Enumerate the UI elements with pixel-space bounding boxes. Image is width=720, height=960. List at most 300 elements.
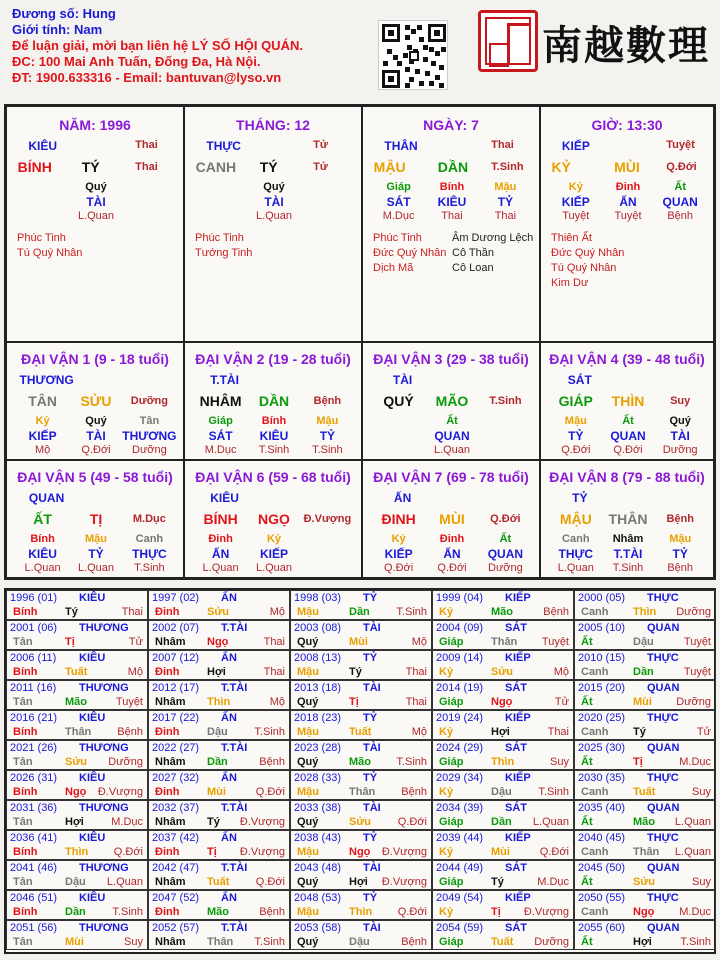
- year-stage: Thai: [547, 726, 569, 738]
- year-branch: Tuất: [65, 666, 88, 678]
- year-label: 2049 (54): [436, 892, 484, 904]
- earthly-branch: MÙI: [614, 159, 640, 175]
- year-god: THƯƠNG: [79, 622, 129, 634]
- year-cell: [574, 770, 716, 800]
- year-branch: Hợi: [491, 726, 510, 738]
- heavenly-stem: BÍNH: [17, 159, 52, 175]
- year-stage: T.Sinh: [254, 726, 285, 738]
- year-god: TỶ: [363, 592, 378, 604]
- year-cell: [432, 620, 574, 650]
- dai-van-title: ĐẠI VẬN 1 (9 - 18 tuổi): [21, 351, 169, 367]
- year-branch: Tị: [349, 696, 359, 708]
- branch-stage: Tử: [313, 161, 328, 173]
- year-cell: [6, 860, 148, 890]
- year-god: TỶ: [363, 892, 378, 904]
- hidden-stem: Bính: [439, 181, 465, 193]
- star-note: Đức Quý Nhân: [373, 247, 447, 259]
- year-cell: [6, 680, 148, 710]
- year-god: TÀI: [363, 682, 381, 694]
- year-branch: Mùi: [349, 636, 368, 648]
- hidden-stage: Q.Đới: [437, 562, 467, 574]
- year-god: THƯƠNG: [79, 862, 129, 874]
- heavenly-stem: TÂN: [28, 393, 57, 409]
- year-label: 2022 (27): [152, 742, 200, 754]
- year-cell: [290, 590, 432, 620]
- year-stem: Quý: [297, 756, 319, 768]
- heavenly-stem: QUÝ: [383, 393, 414, 409]
- year-branch: Dần: [633, 666, 654, 678]
- year-branch: Dậu: [491, 786, 512, 798]
- year-god: ẤN: [221, 832, 237, 844]
- hidden-stage: L.Quan: [202, 562, 239, 574]
- year-branch: Mão: [491, 606, 513, 618]
- year-cell: [290, 920, 432, 950]
- address: ĐC: 100 Mai Anh Tuấn, Đống Đa, Hà Nội.: [12, 54, 261, 69]
- dai-van-title: ĐẠI VẬN 4 (39 - 48 tuổi): [549, 351, 705, 367]
- hidden-stage: Thai: [441, 210, 463, 222]
- year-label: 1999 (04): [436, 592, 484, 604]
- year-label: 2041 (46): [10, 862, 58, 874]
- star-note: Dịch Mã: [373, 262, 414, 274]
- year-stem: Quý: [297, 936, 319, 948]
- pillar-title: GIỜ: 13:30: [591, 117, 663, 133]
- year-stage: Tử: [554, 696, 569, 708]
- year-cell: [148, 890, 290, 920]
- year-stem: Ất: [581, 816, 593, 828]
- year-branch: Mão: [633, 816, 655, 828]
- year-stem: Giáp: [439, 936, 464, 948]
- year-stem: Ất: [581, 636, 593, 648]
- pillar-cell: [540, 106, 714, 342]
- year-stem: Nhâm: [155, 936, 186, 948]
- star-note: Cô Loan: [452, 262, 494, 274]
- star-note: Tú Quý Nhân: [17, 247, 83, 259]
- star-note: Phúc Tinh: [17, 232, 66, 244]
- hidden-stem: Đinh: [208, 533, 233, 545]
- year-label: 2008 (13): [294, 652, 342, 664]
- year-stage: Thai: [263, 666, 285, 678]
- year-stem: Tân: [13, 756, 33, 768]
- year-cell: [432, 830, 574, 860]
- year-god: QUAN: [647, 622, 680, 634]
- year-cell: [290, 650, 432, 680]
- year-branch: Hợi: [207, 666, 226, 678]
- year-stage: Thai: [121, 606, 143, 618]
- year-stem: Canh: [581, 906, 609, 918]
- ten-god-label: QUAN: [28, 491, 65, 505]
- year-branch: Thìn: [65, 846, 89, 858]
- year-label: 2048 (53): [294, 892, 342, 904]
- year-branch: Thân: [65, 726, 92, 738]
- year-stem: Nhâm: [155, 636, 186, 648]
- year-stage: M.Dục: [679, 906, 711, 918]
- year-stage: Q.Đới: [539, 846, 569, 858]
- hidden-god: TỶ: [497, 195, 514, 209]
- year-cell: [432, 770, 574, 800]
- year-cell: [574, 860, 716, 890]
- earthly-branch: TỊ: [89, 511, 103, 527]
- year-branch: Sửu: [65, 756, 88, 768]
- year-stage: L.Quan: [532, 816, 569, 828]
- year-cell: [6, 620, 148, 650]
- year-cell: [148, 650, 290, 680]
- year-god: THỰC: [647, 652, 679, 664]
- hidden-stage: Bệnh: [667, 210, 694, 222]
- year-label: 2044 (49): [436, 862, 484, 874]
- hidden-god: KIẾP: [259, 547, 288, 561]
- hidden-stage: Q.Đới: [561, 444, 591, 456]
- year-branch: Mùi: [65, 936, 84, 948]
- pillar-title: NĂM: 1996: [59, 117, 131, 133]
- hidden-god: TỶ: [568, 429, 584, 443]
- year-cell: [432, 710, 574, 740]
- heavenly-stem: MẬU: [373, 159, 406, 175]
- year-cell: [290, 800, 432, 830]
- hidden-god: TÀI: [670, 429, 690, 443]
- hidden-god: ẤN: [443, 547, 461, 561]
- dai-van-title: ĐẠI VẬN 7 (69 - 78 tuổi): [373, 469, 529, 485]
- year-cell: [432, 740, 574, 770]
- year-branch: Dậu: [349, 936, 370, 948]
- year-god: KIẾP: [505, 652, 531, 664]
- year-cell: [432, 860, 574, 890]
- dai-van-cell: [540, 460, 714, 578]
- year-label: 2009 (14): [436, 652, 484, 664]
- year-cell: [148, 830, 290, 860]
- hidden-god: ẤN: [619, 195, 637, 209]
- year-label: 2030 (35): [578, 772, 626, 784]
- gender: Giới tính: Nam: [12, 22, 103, 37]
- year-cell: [6, 710, 148, 740]
- year-cell: [432, 590, 574, 620]
- year-cell: [290, 740, 432, 770]
- hidden-stage: Bệnh: [667, 562, 694, 574]
- ten-god-label: KIÊU: [210, 491, 239, 505]
- year-stem: Canh: [581, 666, 609, 678]
- hidden-god: THƯƠNG: [122, 429, 177, 443]
- year-cell: [574, 650, 716, 680]
- year-branch: Mão: [207, 906, 229, 918]
- year-label: 2014 (19): [436, 682, 484, 694]
- year-cell: [574, 920, 716, 950]
- year-stem: Quý: [297, 636, 319, 648]
- year-god: THỰC: [647, 892, 679, 904]
- ten-god-label: T.TÀI: [210, 373, 239, 387]
- year-god: THỰC: [647, 592, 679, 604]
- star-note: Cô Thần: [452, 247, 494, 259]
- heavenly-stem: GIÁP: [558, 393, 593, 409]
- year-god: TỶ: [363, 712, 378, 724]
- year-label: 2036 (41): [10, 832, 58, 844]
- year-stem: Giáp: [439, 876, 464, 888]
- year-god: THƯƠNG: [79, 742, 129, 754]
- year-god: THƯƠNG: [79, 682, 129, 694]
- heavenly-stem: MẬU: [559, 511, 592, 527]
- year-label: 2028 (33): [294, 772, 342, 784]
- year-label: 2003 (08): [294, 622, 342, 634]
- year-cell: [290, 770, 432, 800]
- year-branch: Tị: [65, 636, 75, 648]
- year-stem: Kỷ: [439, 666, 454, 678]
- hidden-stage: Dưỡng: [662, 444, 698, 456]
- year-stem: Bính: [13, 666, 38, 678]
- year-cell: [432, 680, 574, 710]
- hidden-stem: Mậu: [669, 533, 692, 545]
- year-stem: Kỷ: [439, 786, 454, 798]
- ten-god-label: THÂN: [384, 139, 418, 153]
- year-cell: [432, 890, 574, 920]
- year-stage: Bệnh: [259, 756, 285, 768]
- year-label: 1997 (02): [152, 592, 200, 604]
- year-stem: Canh: [581, 726, 609, 738]
- year-stem: Canh: [581, 606, 609, 618]
- year-stage: Đ.Vượng: [381, 876, 427, 888]
- hidden-god: TỶ: [319, 429, 336, 443]
- year-cell: [148, 770, 290, 800]
- year-label: 2004 (09): [436, 622, 484, 634]
- year-stage: Q.Đới: [397, 906, 427, 918]
- hidden-god: TỶ: [672, 547, 688, 561]
- heavenly-stem: ĐINH: [381, 511, 416, 527]
- hidden-stage: T.Sinh: [134, 562, 165, 574]
- year-label: 2011 (16): [10, 682, 57, 694]
- year-cell: [574, 830, 716, 860]
- year-branch: Ngọ: [207, 636, 229, 648]
- year-cell: [574, 710, 716, 740]
- year-god: SÁT: [505, 862, 527, 874]
- year-stem: Mậu: [297, 786, 319, 798]
- year-stem: Đinh: [155, 726, 180, 738]
- hidden-stage: L.Quan: [433, 444, 471, 456]
- seal-stamp-icon: [478, 10, 538, 72]
- year-cell: [290, 620, 432, 650]
- year-label: 1998 (03): [294, 592, 342, 604]
- year-label: 2033 (38): [294, 802, 342, 814]
- earthly-branch: DẦN: [258, 393, 290, 409]
- year-stem: Mậu: [297, 606, 319, 618]
- year-label: 2023 (28): [294, 742, 342, 754]
- year-label: 2043 (48): [294, 862, 342, 874]
- year-cell: [6, 830, 148, 860]
- year-god: SÁT: [505, 742, 527, 754]
- year-stem: Tân: [13, 696, 33, 708]
- hidden-stage: Q.Đới: [81, 444, 111, 456]
- year-god: THỰC: [647, 712, 679, 724]
- year-god: TỶ: [363, 652, 378, 664]
- star-note: Đức Quý Nhân: [551, 247, 625, 259]
- earthly-branch: MÙI: [439, 511, 465, 527]
- year-stage: Q.Đới: [255, 786, 285, 798]
- hidden-stage: Tuyệt: [562, 210, 590, 222]
- star-note: Kim Dư: [551, 277, 589, 289]
- year-label: 2047 (52): [152, 892, 200, 904]
- year-cell: [290, 830, 432, 860]
- year-stage: Suy: [692, 876, 711, 888]
- year-cell: [148, 860, 290, 890]
- year-god: KIẾP: [505, 832, 531, 844]
- year-label: 2002 (07): [152, 622, 200, 634]
- year-label: 2001 (06): [10, 622, 58, 634]
- year-label: 2020 (25): [578, 712, 626, 724]
- earthly-branch: MÃO: [435, 393, 469, 409]
- year-label: 2045 (50): [578, 862, 626, 874]
- year-god: KIÊU: [79, 892, 106, 904]
- year-god: KIÊU: [79, 712, 106, 724]
- life-stage: M.Dục: [132, 513, 166, 525]
- year-label: 2016 (21): [10, 712, 58, 724]
- year-label: 2040 (45): [578, 832, 626, 844]
- year-label: 2029 (34): [436, 772, 484, 784]
- year-cell: [6, 650, 148, 680]
- year-branch: Hợi: [65, 816, 84, 828]
- year-branch: Ngọ: [65, 786, 87, 798]
- year-stem: Đinh: [155, 786, 180, 798]
- year-god: THỰC: [647, 832, 679, 844]
- year-god: ẤN: [221, 652, 237, 664]
- year-stage: Dưỡng: [676, 696, 711, 708]
- year-cell: [432, 800, 574, 830]
- year-branch: Mão: [349, 756, 371, 768]
- year-stem: Đinh: [155, 606, 180, 618]
- year-stem: Bính: [13, 786, 38, 798]
- year-stage: T.Sinh: [680, 936, 711, 948]
- year-god: ẤN: [221, 592, 237, 604]
- year-stem: Nhâm: [155, 756, 186, 768]
- dai-van-title: ĐẠI VẬN 6 (59 - 68 tuổi): [195, 469, 351, 485]
- year-label: 2017 (22): [152, 712, 200, 724]
- life-stage: Tuyệt: [666, 139, 695, 151]
- year-stage: Q.Đới: [113, 846, 143, 858]
- year-god: T.TÀI: [221, 682, 248, 694]
- year-stem: Canh: [581, 846, 609, 858]
- hidden-god: TÀI: [86, 429, 106, 443]
- year-branch: Thìn: [207, 696, 231, 708]
- year-stem: Mậu: [297, 666, 319, 678]
- year-cell: [6, 770, 148, 800]
- earthly-branch: THÂN: [608, 511, 648, 527]
- hidden-stage: T.Sinh: [312, 444, 343, 456]
- hidden-stem: Mậu: [85, 533, 107, 545]
- year-branch: Ngọ: [349, 846, 371, 858]
- ten-god-label: SÁT: [567, 373, 592, 387]
- year-stage: Bệnh: [543, 606, 569, 618]
- year-stem: Mậu: [297, 726, 319, 738]
- year-god: KIÊU: [79, 832, 106, 844]
- hidden-stem: Bính: [261, 415, 287, 427]
- year-cell: [6, 890, 148, 920]
- year-god: T.TÀI: [221, 742, 248, 754]
- year-label: 1996 (01): [10, 592, 58, 604]
- year-god: SÁT: [505, 622, 527, 634]
- year-label: 2052 (57): [152, 922, 200, 934]
- year-label: 2053 (58): [294, 922, 342, 934]
- earthly-branch: TÝ: [81, 159, 100, 175]
- hidden-stem: Ất: [674, 181, 686, 193]
- owner-name: Đương số: Hung: [12, 6, 116, 21]
- year-stage: M.Dục: [111, 816, 143, 828]
- year-stage: Mộ: [127, 666, 143, 678]
- year-branch: Dần: [65, 906, 86, 918]
- hidden-stem: Canh: [562, 533, 590, 545]
- hidden-stem: Đinh: [439, 533, 465, 545]
- profile-header: [12, 6, 372, 86]
- year-stage: Suy: [124, 936, 143, 948]
- year-stem: Đinh: [155, 666, 180, 678]
- star-note: Phúc Tinh: [195, 232, 244, 244]
- hidden-stem: Mậu: [564, 415, 587, 427]
- year-stem: Kỷ: [439, 606, 454, 618]
- year-god: QUAN: [647, 922, 680, 934]
- year-label: 2037 (42): [152, 832, 200, 844]
- year-stem: Quý: [297, 816, 319, 828]
- year-branch: Tý: [349, 666, 362, 678]
- life-stage: Dưỡng: [130, 395, 168, 407]
- year-label: 2031 (36): [10, 802, 58, 814]
- hidden-god: QUAN: [610, 429, 646, 443]
- dai-van-title: ĐẠI VẬN 8 (79 - 88 tuổi): [549, 469, 705, 485]
- hidden-stage: L.Quan: [255, 210, 293, 222]
- year-stage: L.Quan: [674, 846, 711, 858]
- year-stem: Bính: [13, 606, 38, 618]
- year-label: 2021 (26): [10, 742, 58, 754]
- earthly-branch: TÝ: [259, 159, 278, 175]
- hidden-stem: Quý: [669, 415, 691, 427]
- star-note: Thiên Ất: [551, 232, 592, 244]
- hidden-god: QUAN: [434, 429, 470, 443]
- hidden-god: KIÊU: [437, 195, 467, 209]
- year-stage: Mộ: [411, 636, 427, 648]
- hidden-stem: Ất: [499, 533, 512, 545]
- earthly-branch: THÌN: [611, 393, 645, 409]
- year-branch: Sửu: [207, 606, 230, 618]
- ten-god-label: KIẾP: [561, 139, 590, 153]
- year-label: 2000 (05): [578, 592, 626, 604]
- hidden-stem: Kỷ: [35, 415, 50, 427]
- year-branch: Tý: [633, 726, 646, 738]
- year-stage: M.Dục: [537, 876, 569, 888]
- hidden-stage: L.Quan: [255, 562, 293, 574]
- year-stage: T.Sinh: [538, 786, 569, 798]
- dai-van-title: ĐẠI VẬN 3 (29 - 38 tuổi): [373, 351, 529, 367]
- year-stage: Tuyệt: [115, 696, 143, 708]
- dai-van-cell: [362, 342, 540, 460]
- year-stage: L.Quan: [106, 876, 143, 888]
- hidden-god: T.TÀI: [613, 547, 643, 561]
- phone-email: ĐT: 1900.633316 - Email: bantuvan@lyso.vn: [12, 70, 282, 85]
- hidden-stem: Đinh: [615, 181, 641, 193]
- hidden-god: KIẾP: [384, 547, 413, 561]
- hidden-stage: L.Quan: [557, 562, 594, 574]
- year-label: 2013 (18): [294, 682, 342, 694]
- year-label: 2006 (11): [10, 652, 57, 664]
- earthly-branch: NGỌ: [258, 511, 290, 527]
- heavenly-stem: CANH: [195, 159, 237, 175]
- ten-god-label: KIÊU: [28, 139, 58, 153]
- hidden-stem: Kỷ: [391, 533, 406, 545]
- year-god: TÀI: [363, 922, 381, 934]
- year-god: QUAN: [647, 862, 680, 874]
- year-stem: Tân: [13, 936, 33, 948]
- year-label: 2042 (47): [152, 862, 200, 874]
- year-stem: Giáp: [439, 756, 464, 768]
- year-god: T.TÀI: [221, 802, 248, 814]
- year-cell: [290, 680, 432, 710]
- year-stem: Giáp: [439, 636, 464, 648]
- year-label: 2051 (56): [10, 922, 58, 934]
- year-stem: Ất: [581, 936, 593, 948]
- year-stage: Đ.Vượng: [97, 786, 143, 798]
- year-god: QUAN: [647, 802, 680, 814]
